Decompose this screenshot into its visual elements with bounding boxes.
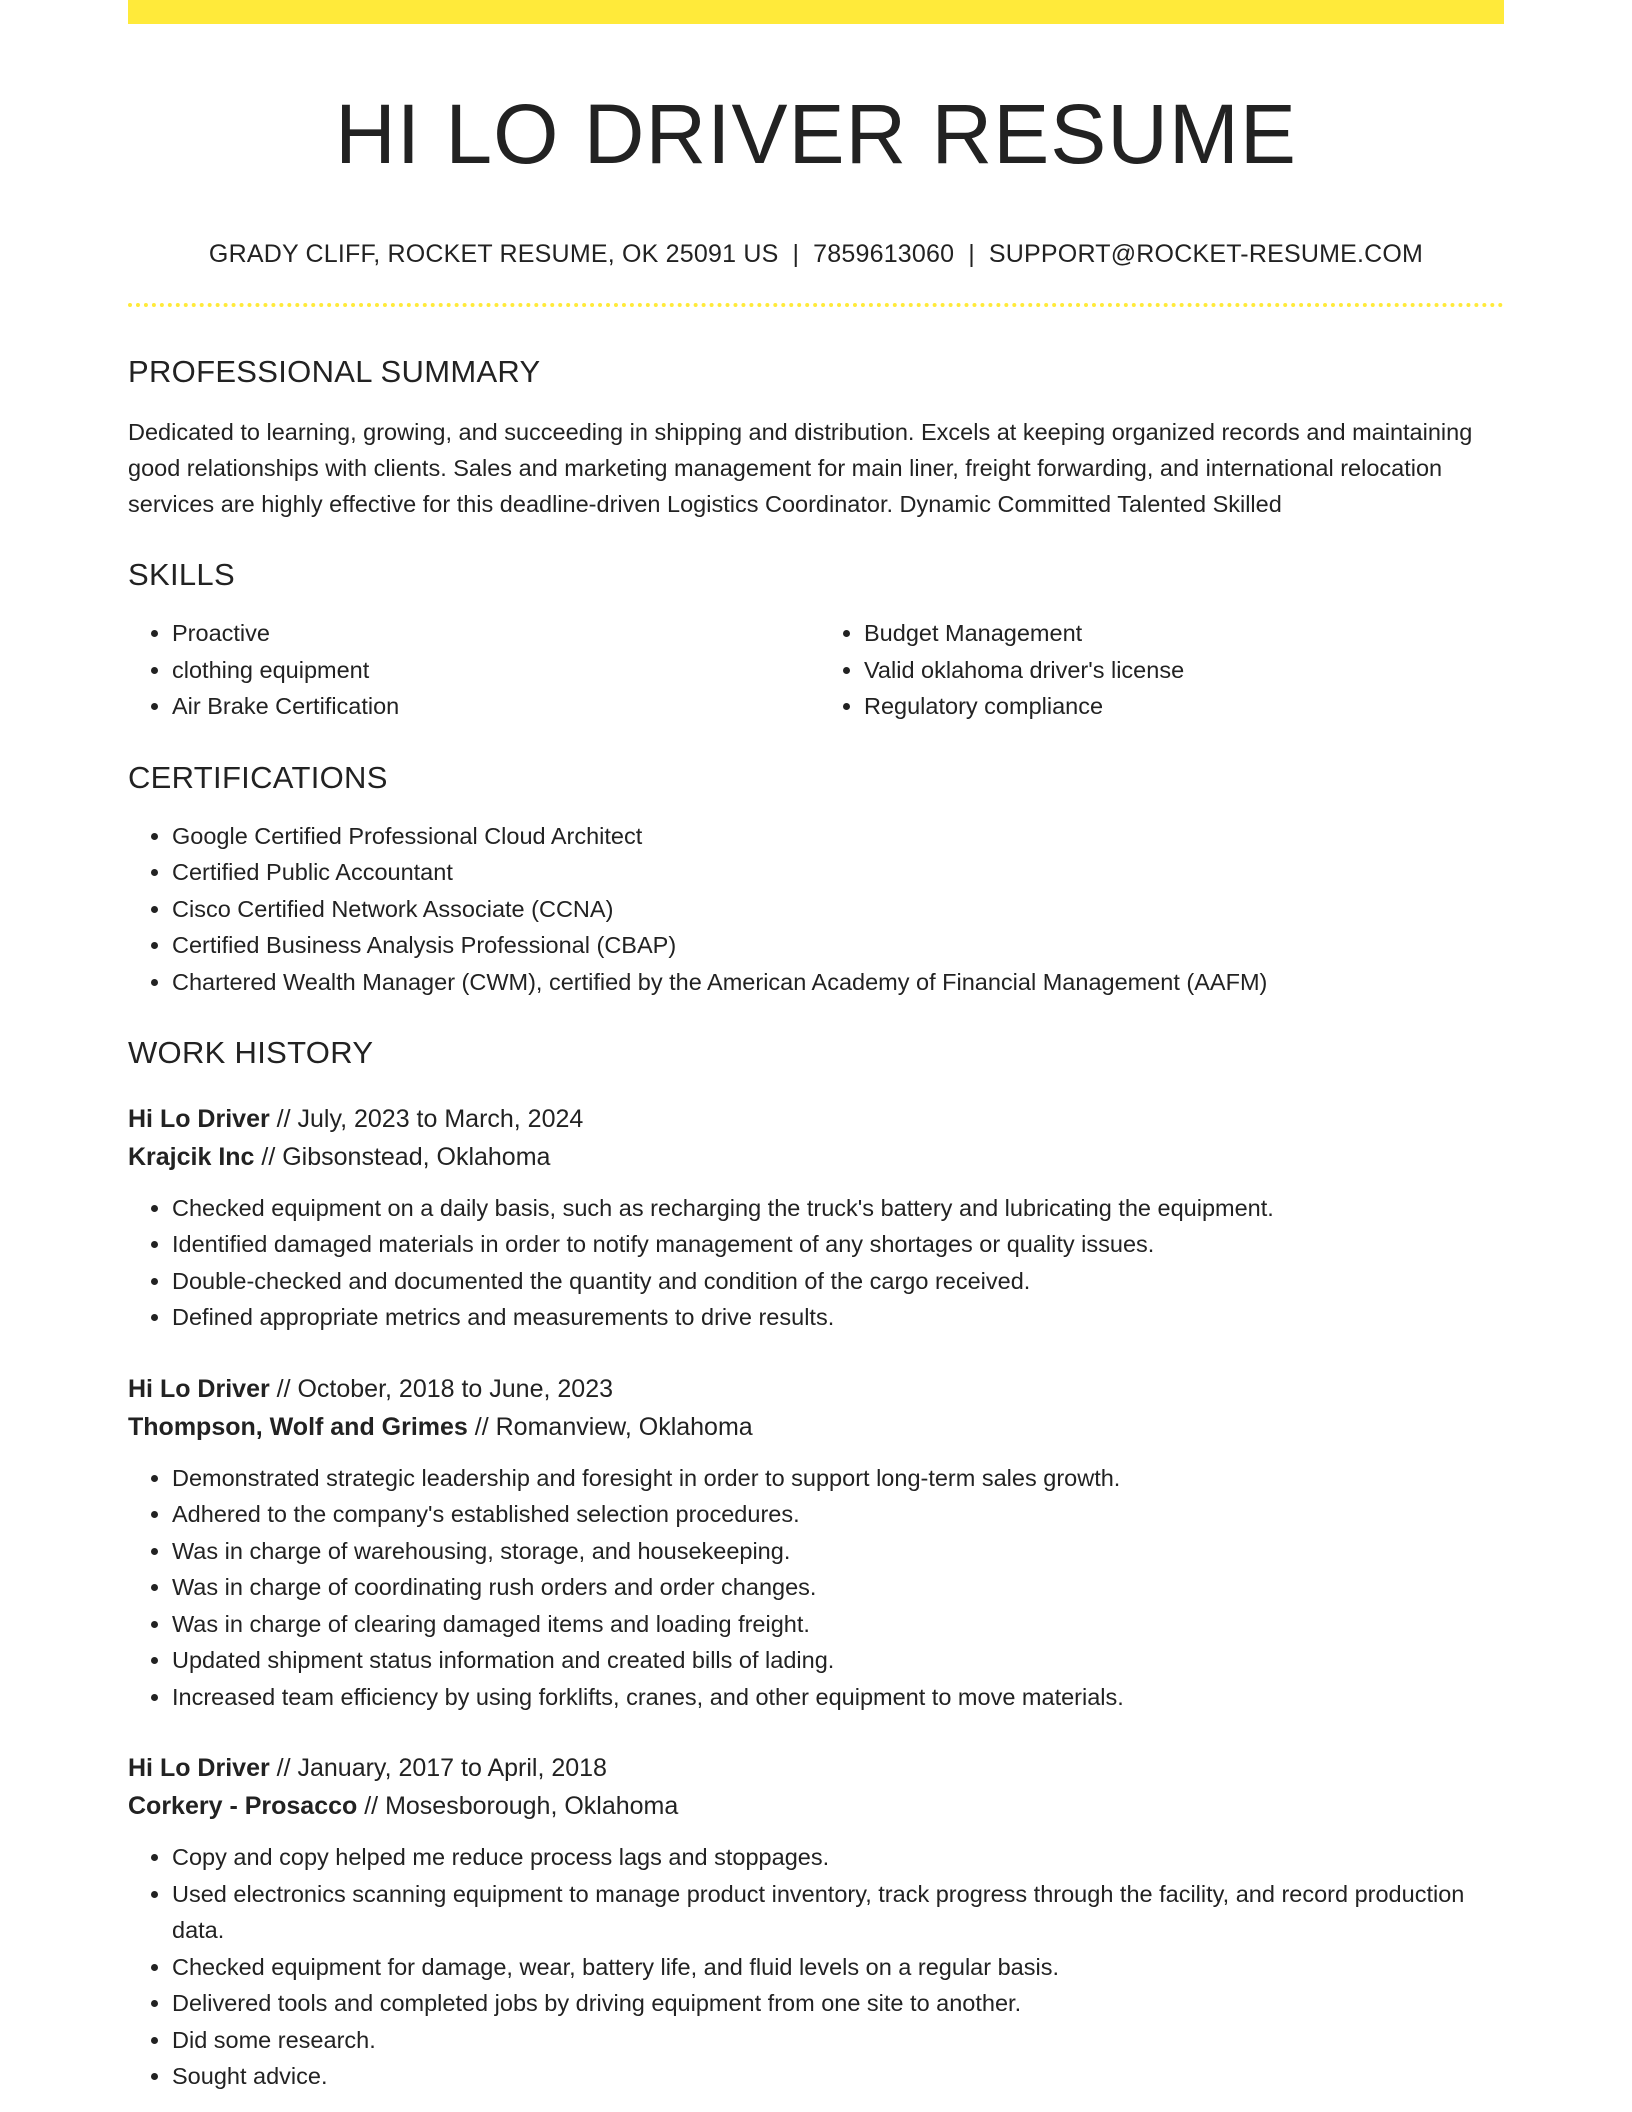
job-dates: // January, 2017 to April, 2018 xyxy=(269,1754,607,1783)
job-location: // Romanview, Oklahoma xyxy=(467,1412,753,1441)
job-bullet: • Double-checked and documented the quantity and condition of the cargo received. xyxy=(172,1263,1504,1300)
job-bullet: • Did some research. xyxy=(172,2022,1504,2059)
job-bullet: • Was in charge of warehousing, storage, and housekeeping. xyxy=(172,1533,1504,1570)
work-history-list xyxy=(128,1100,1504,2095)
job-bullets xyxy=(128,1460,1504,1716)
job-company: Corkery - Prosacco xyxy=(128,1792,358,1821)
certification-item: • Cisco Certified Network Associate (CCNA) xyxy=(172,891,1504,928)
job-bullet: • Was in charge of coordinating rush orders and order changes. xyxy=(172,1569,1504,1606)
job-bullet: • Adhered to the company's established selection procedures. xyxy=(172,1496,1504,1533)
contact-email: SUPPORT@ROCKET-RESUME.COM xyxy=(988,239,1424,268)
job-bullet: • Used electronics scanning equipment to manage product inventory, track progress through the facility, and record production data. xyxy=(172,1876,1504,1949)
job-dates: // July, 2023 to March, 2024 xyxy=(269,1104,584,1133)
job-bullet: • Checked equipment for damage, wear, battery life, and fluid levels on a regular basis. xyxy=(172,1949,1504,1986)
job-bullet: • Was in charge of clearing damaged items and loading freight. xyxy=(172,1606,1504,1643)
work-history-heading: WORK HISTORY xyxy=(128,1035,374,1071)
job-bullet: • Defined appropriate metrics and measurements to drive results. xyxy=(172,1299,1504,1336)
job-entry xyxy=(128,1370,1504,1716)
certification-item: • Certified Public Accountant xyxy=(172,854,1504,891)
job-title: Hi Lo Driver xyxy=(128,1754,270,1783)
job-location: // Mosesborough, Oklahoma xyxy=(357,1792,679,1821)
job-bullet: • Updated shipment status information and created bills of lading. xyxy=(172,1642,1504,1679)
contact-separator: | xyxy=(792,239,800,268)
skills-column-right xyxy=(816,615,1504,725)
skills-list xyxy=(128,615,1504,725)
skill-item: • Proactive xyxy=(172,615,816,652)
certification-item: • Certified Business Analysis Professional (CBAP) xyxy=(172,927,1504,964)
skill-item: • clothing equipment xyxy=(172,652,816,689)
contact-phone: 7859613060 xyxy=(813,239,955,268)
job-bullet: • Demonstrated strategic leadership and foresight in order to support long-term sales growth. xyxy=(172,1460,1504,1497)
job-company: Krajcik Inc xyxy=(128,1142,255,1171)
job-bullet: • Identified damaged materials in order to notify management of any shortages or quality issues. xyxy=(172,1226,1504,1263)
job-dates: // October, 2018 to June, 2023 xyxy=(269,1374,614,1403)
job-title: Hi Lo Driver xyxy=(128,1374,270,1403)
job-title-line xyxy=(128,1370,1504,1408)
job-bullets xyxy=(128,1839,1504,2095)
skill-item: • Budget Management xyxy=(864,615,1504,652)
resume-title: HI LO DRIVER RESUME xyxy=(335,87,1297,181)
job-title-line xyxy=(128,1749,1504,1787)
certification-item: • Google Certified Professional Cloud Architect xyxy=(172,818,1504,855)
skills-column-left xyxy=(128,615,816,725)
summary-text: Dedicated to learning, growing, and succeeding in shipping and distribution. Excels at keeping organized records and maintaining good relationships with clients. Sales and marketing management for main liner, freight forwarding, and international relocation services are highly effective for this deadline-driven Logistics Coordinator. Dynamic Committed Talented Skilled xyxy=(128,418,1473,517)
job-company: Thompson, Wolf and Grimes xyxy=(128,1412,468,1441)
job-bullets xyxy=(128,1190,1504,1336)
certifications-list xyxy=(128,818,1504,1001)
job-company-line xyxy=(128,1408,1504,1446)
job-bullet: • Increased team efficiency by using forklifts, cranes, and other equipment to move materials. xyxy=(172,1679,1504,1716)
top-accent-bar xyxy=(128,0,1504,24)
skill-item: • Valid oklahoma driver's license xyxy=(864,652,1504,689)
job-company-line xyxy=(128,1787,1504,1825)
job-bullet: • Delivered tools and completed jobs by driving equipment from one site to another. xyxy=(172,1985,1504,2022)
job-bullet: • Sought advice. xyxy=(172,2058,1504,2095)
contact-line xyxy=(128,239,1504,269)
summary-heading: PROFESSIONAL SUMMARY xyxy=(128,353,541,389)
job-title-line xyxy=(128,1100,1504,1138)
job-entry xyxy=(128,1749,1504,2095)
job-company-line xyxy=(128,1138,1504,1176)
job-bullet: • Copy and copy helped me reduce process lags and stoppages. xyxy=(172,1839,1504,1876)
resume-page xyxy=(128,0,1504,2095)
certification-item: • Chartered Wealth Manager (CWM), certified by the American Academy of Financial Management (AAFM) xyxy=(172,964,1504,1001)
certifications-heading: CERTIFICATIONS xyxy=(128,759,388,795)
job-location: // Gibsonstead, Oklahoma xyxy=(254,1142,551,1171)
contact-separator: | xyxy=(968,239,975,268)
skills-heading: SKILLS xyxy=(128,556,235,592)
job-bullet: • Checked equipment on a daily basis, such as recharging the truck's battery and lubricating the equipment. xyxy=(172,1190,1504,1227)
contact-address: GRADY CLIFF, ROCKET RESUME, OK 25091 US xyxy=(208,239,779,268)
skill-item: • Air Brake Certification xyxy=(172,688,816,725)
job-title: Hi Lo Driver xyxy=(128,1104,270,1133)
skill-item: • Regulatory compliance xyxy=(864,688,1504,725)
job-entry xyxy=(128,1100,1504,1336)
header-divider xyxy=(128,303,1504,307)
